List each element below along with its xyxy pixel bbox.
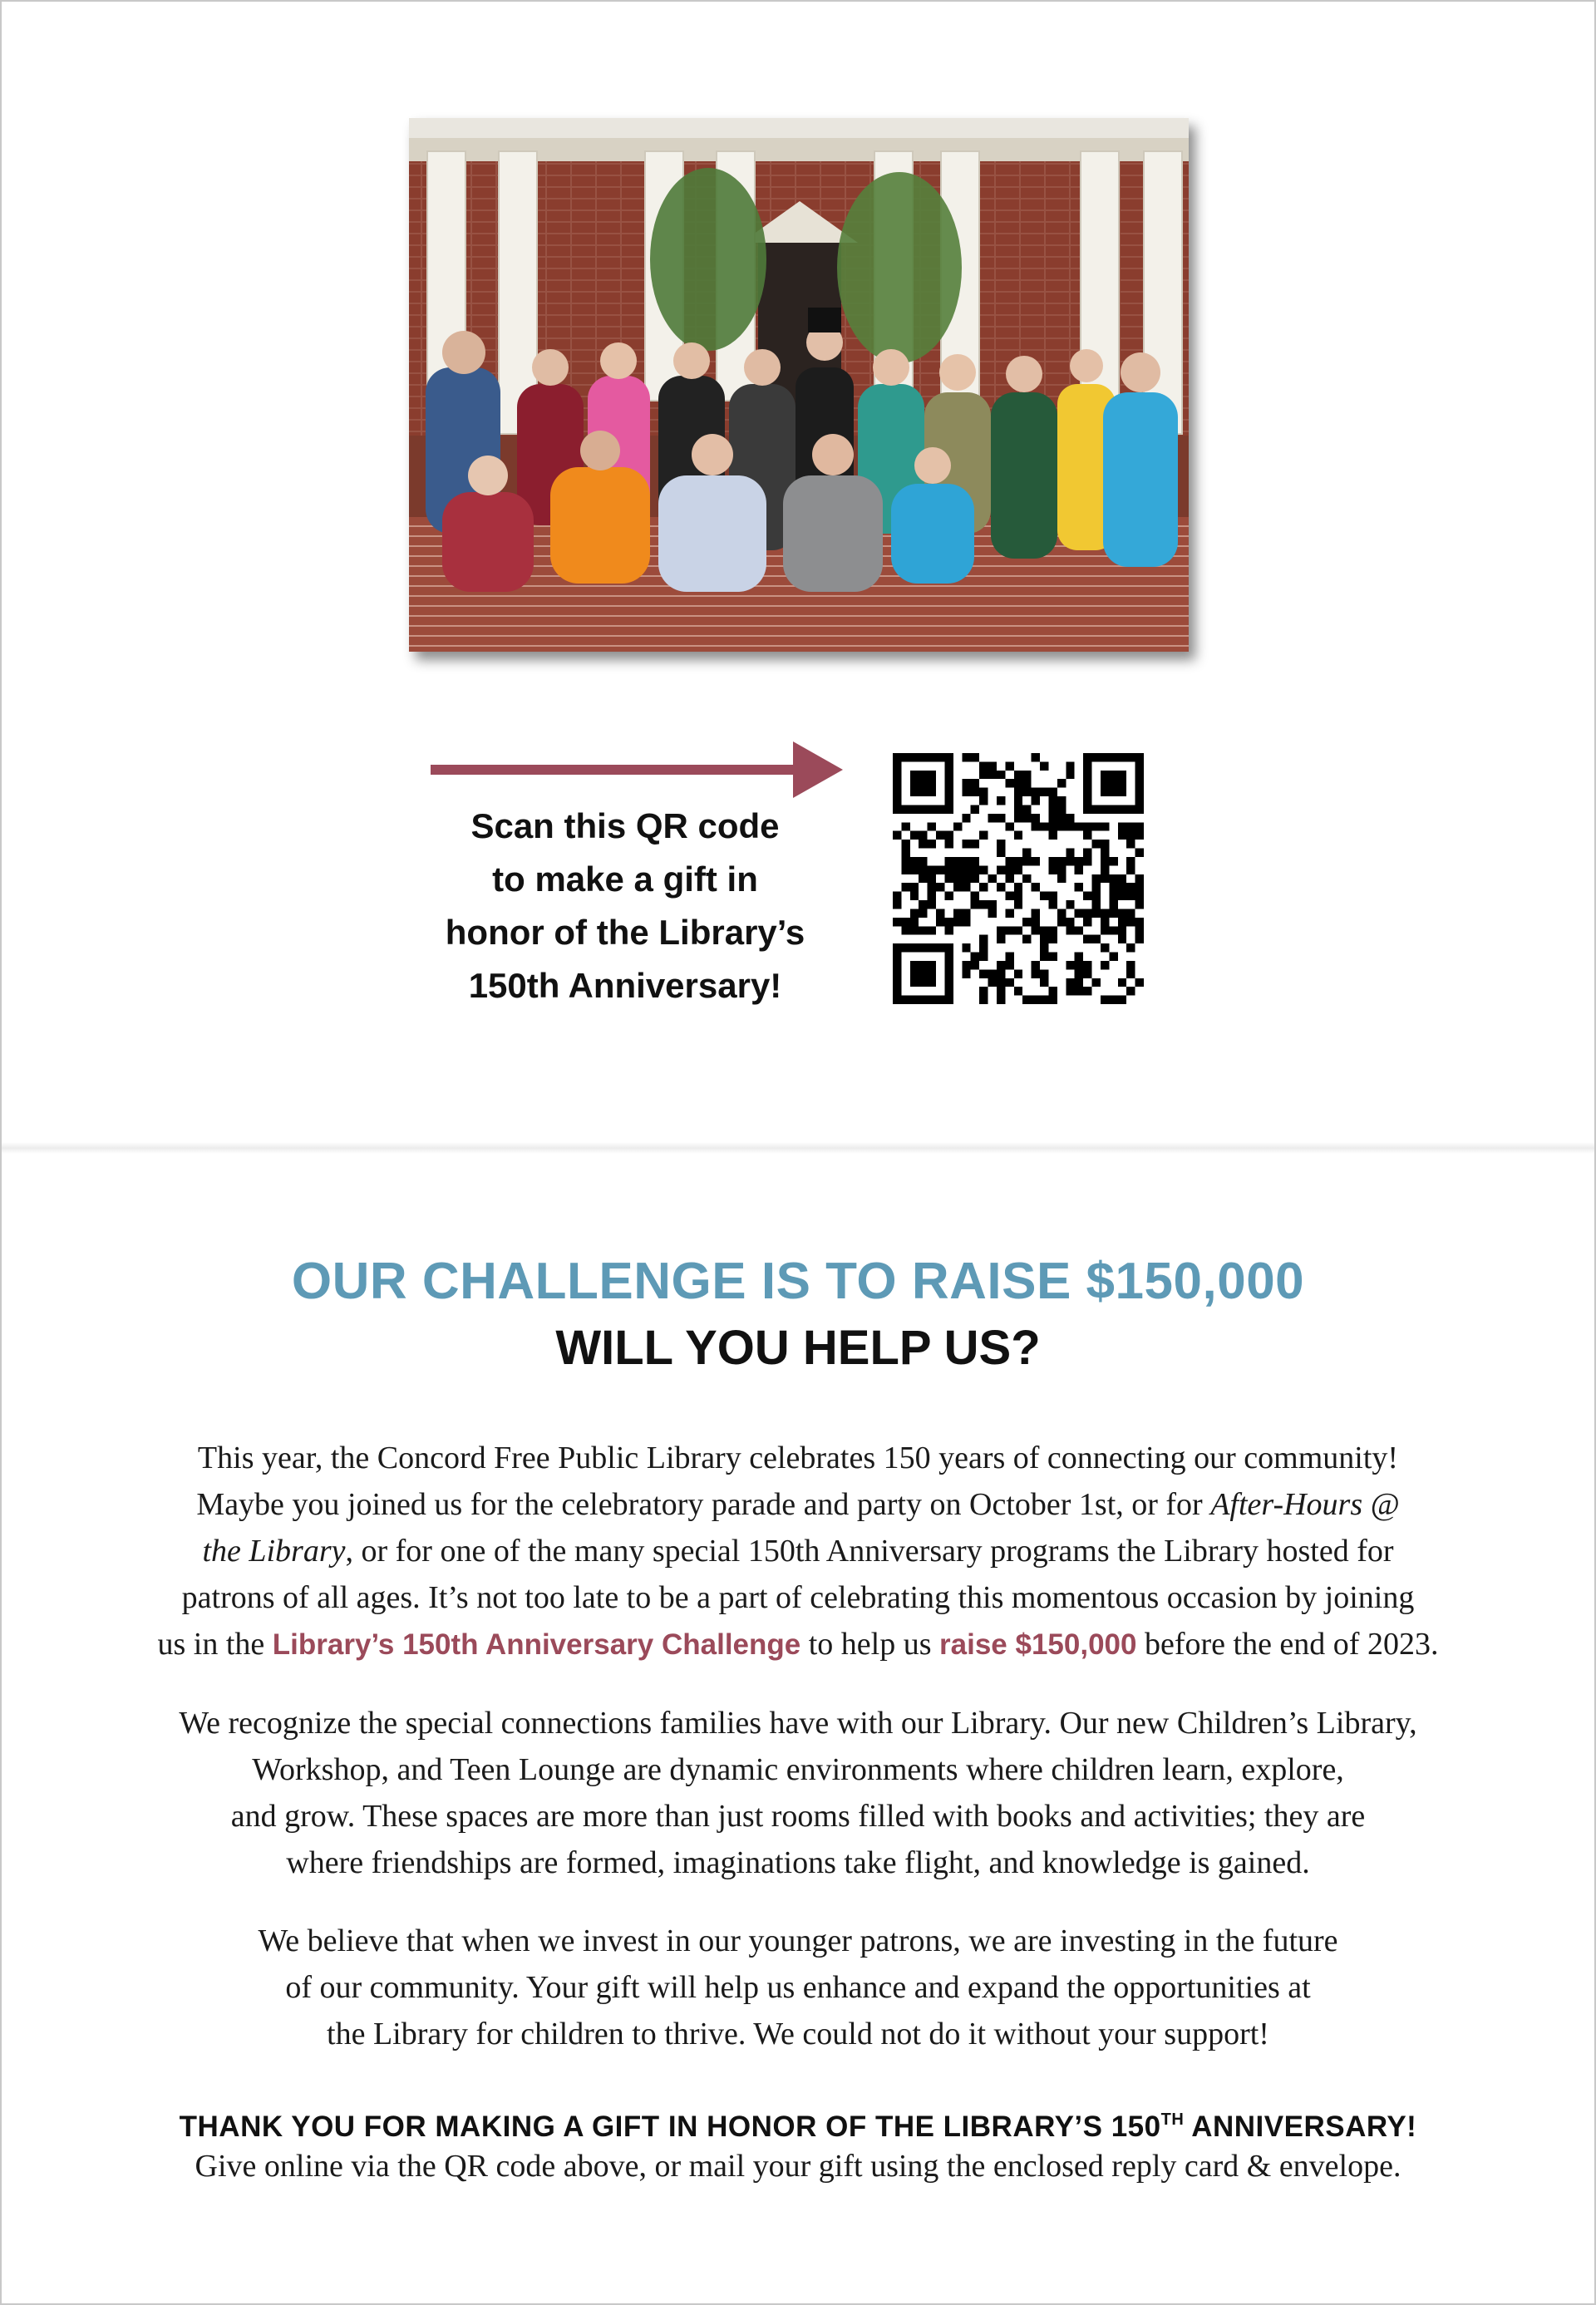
p1-line-5-a: us in the	[157, 1627, 273, 1662]
scan-line-4: 150th Anniversary!	[468, 966, 782, 1005]
thank-you-a: THANK YOU FOR MAKING A GIFT IN HONOR OF THE LIBRARY’S 150	[179, 2110, 1161, 2143]
give-online-line: Give online via the QR code above, or mail your gift using the enclosed reply card & envelope.	[195, 2149, 1401, 2184]
p2-line-4: where friendships are formed, imaginations take flight, and knowledge is gained.	[286, 1845, 1310, 1880]
arrow-right-icon	[431, 736, 843, 803]
p1-line-5-c: to help us	[800, 1627, 940, 1662]
p1-line-2	[101, 1481, 1495, 1528]
p3-line-1: We believe that when we invest in our younger patrons, we are investing in the future	[258, 1923, 1338, 1958]
p1-line-2-text: Maybe you joined us for the celebratory parade and party on October 1st, or for	[196, 1487, 1211, 1522]
p3-line-3: the Library for children to thrive. We could not do it without your support!	[327, 2017, 1269, 2051]
after-hours-title-cont: the Library	[202, 1534, 346, 1569]
paragraph-anniversary	[101, 1435, 1495, 1668]
section-divider	[2, 1142, 1594, 1154]
p1-line-1: This year, the Concord Free Public Library celebrates 150 years of connecting our community!	[197, 1441, 1399, 1475]
scan-line-3: honor of the Library’s	[445, 913, 805, 952]
after-hours-title: After-Hours @	[1210, 1487, 1400, 1522]
p1-line-4: patrons of all ages. It’s not too late to be a part of celebrating this momentous occasion by joining	[181, 1580, 1415, 1615]
scan-instructions	[392, 800, 858, 1012]
p2-line-3: and grow. These spaces are more than just rooms filled with books and activities; they are	[230, 1799, 1366, 1834]
challenge-headline: OUR CHALLENGE IS TO RAISE $150,000	[291, 1253, 1305, 1310]
scan-line-2: to make a gift in	[492, 859, 758, 899]
challenge-highlight: Library’s 150th Anniversary Challenge	[272, 1628, 801, 1661]
group-photo-icon	[409, 118, 1189, 652]
group-photo	[409, 118, 1189, 652]
scan-line-1: Scan this QR code	[470, 806, 780, 845]
body-copy	[101, 1435, 1495, 2089]
p1-line-3	[101, 1528, 1495, 1574]
p2-line-1: We recognize the special connections families have with our Library. Our new Children’s Library,	[179, 1706, 1417, 1741]
p3-line-2: of our community. Your gift will help us enhance and expand the opportunities at	[285, 1970, 1311, 2005]
paragraph-invest	[101, 1918, 1495, 2057]
paragraph-spaces	[101, 1700, 1495, 1886]
p1-line-5	[101, 1621, 1495, 1668]
thank-you-sup: TH	[1160, 2110, 1185, 2129]
help-subhead: WILL YOU HELP US?	[555, 1321, 1041, 1375]
thank-you-b: ANNIVERSARY!	[1184, 2110, 1417, 2143]
qr-code-icon[interactable]	[893, 753, 1144, 1004]
p2-line-2: Workshop, and Teen Lounge are dynamic environments where children learn, explore,	[252, 1752, 1344, 1787]
raise-amount-highlight: raise $150,000	[939, 1628, 1137, 1661]
p1-line-5-e: before the end of 2023.	[1136, 1627, 1439, 1662]
p1-line-3-text: , or for one of the many special 150th Anniversary programs the Library hosted for	[345, 1534, 1394, 1569]
